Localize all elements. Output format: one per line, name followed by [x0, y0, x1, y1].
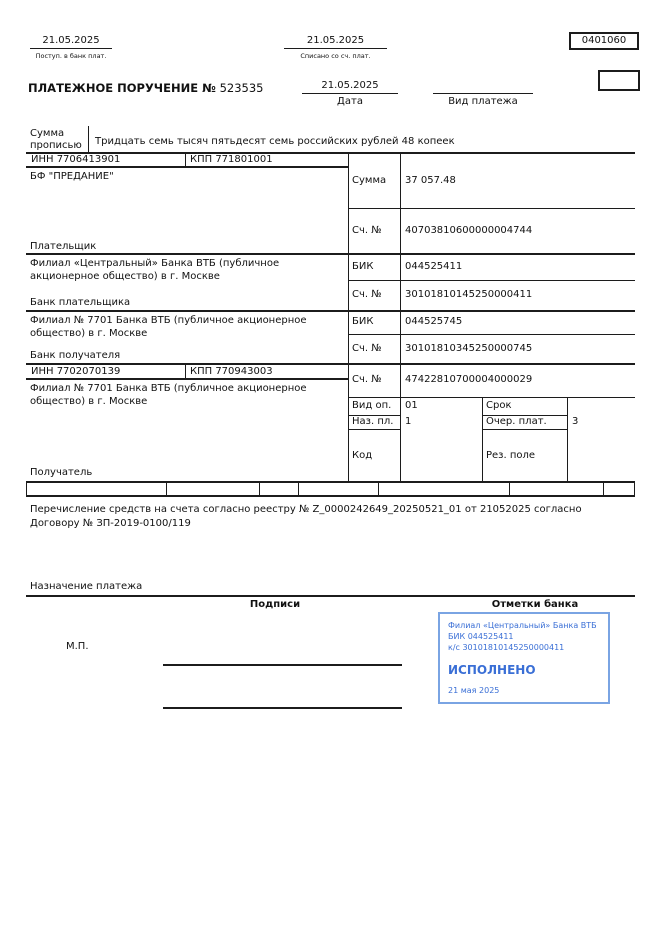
- divider: [567, 397, 568, 482]
- divider: [26, 495, 635, 497]
- payment-purpose-label: Назначение платежа: [30, 581, 143, 592]
- divider: [348, 397, 635, 398]
- payee-label: Получатель: [30, 467, 93, 478]
- priority-value: 3: [572, 416, 579, 427]
- divider: [634, 481, 635, 496]
- divider: [348, 208, 635, 209]
- payment-purpose-text: Перечисление средств на счета согласно реестру № Z_0000242649_20250521_01 от 21052025 согласно Договору № ЗП-2019-0100/119: [30, 504, 582, 529]
- payer-bank-label: Банк плательщика: [30, 297, 131, 308]
- payee-bank-label: Банк получателя: [30, 350, 121, 361]
- stamp-place-label: М.П.: [66, 641, 89, 652]
- divider: [348, 152, 349, 482]
- payer-bank-account-label: Сч. №: [352, 289, 382, 300]
- divider: [185, 363, 186, 379]
- stamp-bank-name: Филиал «Центральный» Банка ВТБ: [448, 621, 597, 630]
- divider: [348, 334, 635, 335]
- debited-from-account-label: Списано со сч. плат.: [300, 52, 371, 60]
- divider: [26, 253, 635, 255]
- stamp-corr-account: к/с 30101810145250000411: [448, 643, 565, 652]
- debited-from-account-date: 21.05.2025: [284, 35, 387, 49]
- payee-bank-account-label: Сч. №: [352, 343, 382, 354]
- payer-bank-bik-label: БИК: [352, 261, 374, 272]
- amount-label: Сумма: [352, 175, 387, 186]
- document-number: 523535: [219, 81, 264, 95]
- payee-bank-bik-value: 044525745: [405, 316, 463, 327]
- payer-bank-account-value: 30101810145250000411: [405, 289, 533, 300]
- received-in-bank-date: 21.05.2025: [30, 35, 112, 49]
- purpose-code-value: 1: [405, 416, 412, 427]
- signature-line: [163, 707, 402, 709]
- code-label: Код: [352, 450, 373, 461]
- payer-inn: ИНН 7706413901: [31, 154, 121, 165]
- divider: [603, 481, 604, 496]
- payee-kpp: КПП 770943003: [190, 366, 273, 377]
- divider: [166, 481, 167, 496]
- payment-type-label: Вид платежа: [448, 96, 518, 107]
- divider: [26, 363, 635, 365]
- divider: [348, 429, 400, 430]
- divider: [378, 481, 379, 496]
- amount-words-label: Сумма прописью: [30, 128, 82, 151]
- stamp-status: ИСПОЛНЕНО: [448, 663, 536, 677]
- payment-type-field: [433, 80, 533, 94]
- divider: [482, 429, 567, 430]
- payee-account-value: 47422810700004000029: [405, 374, 533, 385]
- amount-words-text: Тридцать семь тысяч пятьдесят семь российских рублей 48 копеек: [95, 136, 455, 147]
- stamp-date: 21 мая 2025: [448, 686, 500, 695]
- form-code-box: 0401060: [569, 32, 639, 50]
- purpose-code-label: Наз. пл.: [352, 416, 394, 427]
- payee-bank-name: Филиал № 7701 Банка ВТБ (публичное акционерное общество) в г. Москве: [30, 315, 307, 339]
- signature-line: [163, 664, 402, 666]
- payer-account-label: Сч. №: [352, 225, 382, 236]
- divider: [509, 481, 510, 496]
- payer-bank-name: Филиал «Центральный» Банка ВТБ (публичное акционерное общество) в г. Москве: [30, 258, 280, 282]
- divider: [88, 126, 89, 153]
- divider: [348, 280, 635, 281]
- op-type-label: Вид оп.: [352, 400, 392, 411]
- divider: [26, 481, 635, 483]
- payee-inn: ИНН 7702070139: [31, 366, 121, 377]
- bank-marks-label: Отметки банка: [491, 599, 579, 610]
- op-type-value: 01: [405, 400, 418, 411]
- payment-type-box: [598, 70, 640, 91]
- document-date: 21.05.2025: [302, 80, 398, 94]
- reserve-field-label: Рез. поле: [486, 450, 536, 461]
- divider: [259, 481, 260, 496]
- date-label: Дата: [337, 96, 363, 107]
- divider: [185, 152, 186, 167]
- payer-bank-bik-value: 044525411: [405, 261, 463, 272]
- payer-kpp: КПП 771801001: [190, 154, 273, 165]
- payee-bank-bik-label: БИК: [352, 316, 374, 327]
- divider: [400, 152, 401, 482]
- bank-execution-stamp: [438, 612, 610, 704]
- divider: [26, 481, 27, 496]
- term-label: Срок: [486, 400, 512, 411]
- payer-name: БФ "ПРЕДАНИЕ": [30, 171, 114, 182]
- divider: [26, 166, 348, 168]
- divider: [26, 310, 635, 312]
- payer-account-value: 40703810600000004744: [405, 225, 533, 236]
- received-in-bank-label: Поступ. в банк плат.: [35, 52, 107, 60]
- divider: [26, 595, 635, 597]
- signatures-label: Подписи: [249, 599, 301, 610]
- payer-label: Плательщик: [30, 241, 97, 252]
- payee-bank-account-value: 30101810345250000745: [405, 343, 533, 354]
- divider: [26, 378, 348, 380]
- stamp-bik: БИК 044525411: [448, 632, 514, 641]
- payee-name: Филиал № 7701 Банка ВТБ (публичное акционерное общество) в г. Москве: [30, 383, 307, 407]
- priority-label: Очер. плат.: [486, 416, 547, 427]
- divider: [482, 397, 483, 482]
- payee-account-label: Сч. №: [352, 374, 382, 385]
- divider: [298, 481, 299, 496]
- amount-value: 37 057.48: [405, 175, 456, 186]
- document-title: [28, 82, 263, 94]
- title-text: ПЛАТЕЖНОЕ ПОРУЧЕНИЕ №: [28, 81, 216, 95]
